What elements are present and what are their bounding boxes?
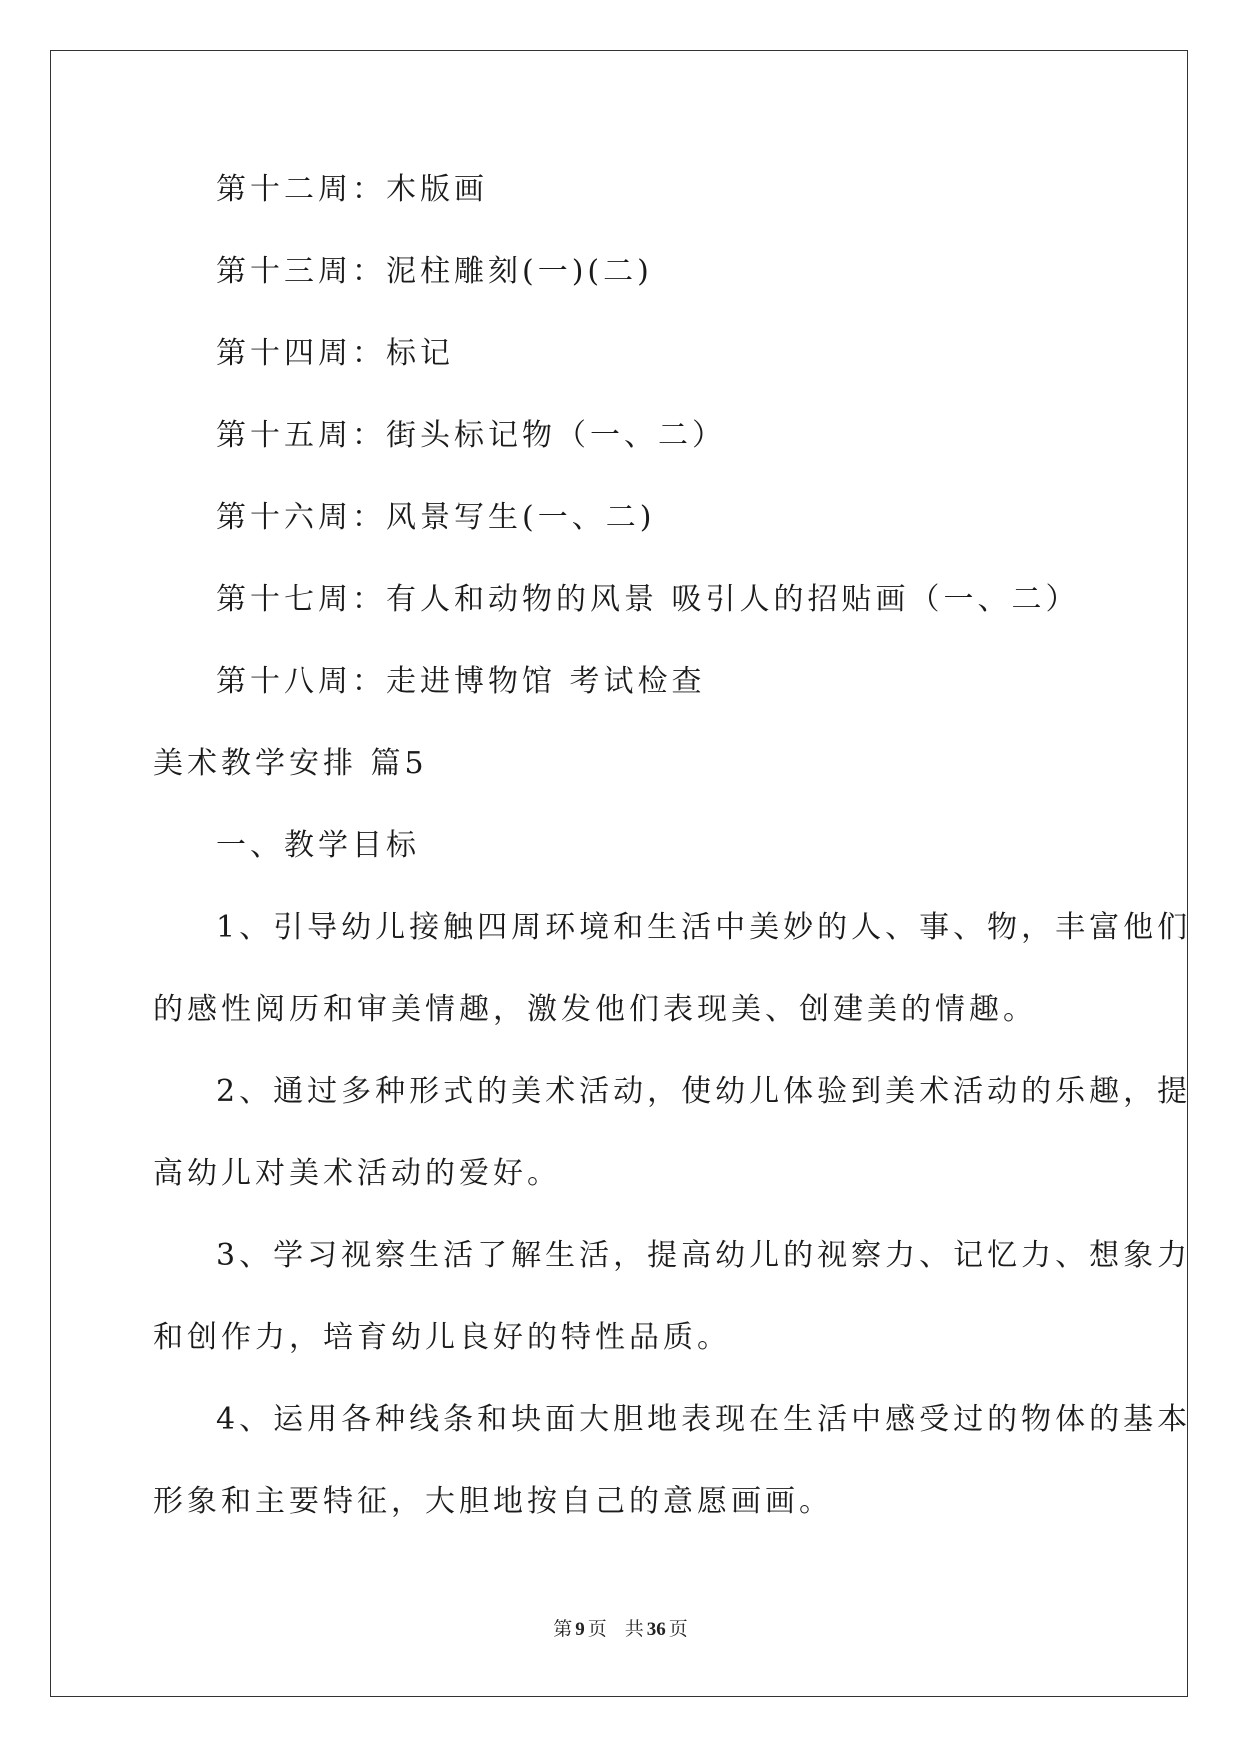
footer-page-prefix: 第	[553, 1619, 573, 1640]
schedule-line-week-18: 第十八周：走进博物馆 考试检查	[216, 664, 706, 699]
footer-total-suffix: 页	[668, 1619, 688, 1640]
footer-page-number: 9	[575, 1619, 585, 1640]
page-border	[50, 50, 1188, 1697]
paragraph-2-line-2: 高幼儿对美术活动的爱好。	[153, 1156, 561, 1191]
schedule-line-week-12: 第十二周：木版画	[216, 172, 488, 207]
paragraph-4-line-2: 形象和主要特征，大胆地按自己的意愿画画。	[153, 1484, 833, 1519]
footer-total-prefix: 共	[624, 1619, 644, 1640]
schedule-line-week-15: 第十五周：街头标记物（一、二）	[216, 418, 726, 453]
page-footer	[0, 1618, 1241, 1642]
paragraph-3-line-2: 和创作力，培育幼儿良好的特性品质。	[153, 1320, 731, 1355]
paragraph-3-line-1: 3、学习视察生活了解生活，提高幼儿的视察力、记忆力、想象力	[216, 1238, 1192, 1273]
paragraph-1-line-2: 的感性阅历和审美情趣，激发他们表现美、创建美的情趣。	[153, 992, 1037, 1027]
footer-page-suffix: 页	[587, 1619, 607, 1640]
footer-total-pages: 36	[646, 1619, 666, 1640]
section-heading: 美术教学安排 篇5	[153, 746, 428, 781]
subheading-teaching-goals: 一、教学目标	[216, 828, 420, 863]
schedule-line-week-16: 第十六周：风景写生(一、二)	[216, 500, 656, 535]
paragraph-4-line-1: 4、运用各种线条和块面大胆地表现在生活中感受过的物体的基本	[216, 1402, 1192, 1437]
paragraph-2-line-1: 2、通过多种形式的美术活动，使幼儿体验到美术活动的乐趣，提	[216, 1074, 1192, 1109]
schedule-line-week-17: 第十七周：有人和动物的风景 吸引人的招贴画（一、二）	[216, 582, 1080, 617]
schedule-line-week-14: 第十四周：标记	[216, 336, 454, 371]
schedule-line-week-13: 第十三周：泥柱雕刻(一)(二)	[216, 254, 653, 289]
paragraph-1-line-1: 1、引导幼儿接触四周环境和生活中美妙的人、事、物，丰富他们	[216, 910, 1192, 945]
